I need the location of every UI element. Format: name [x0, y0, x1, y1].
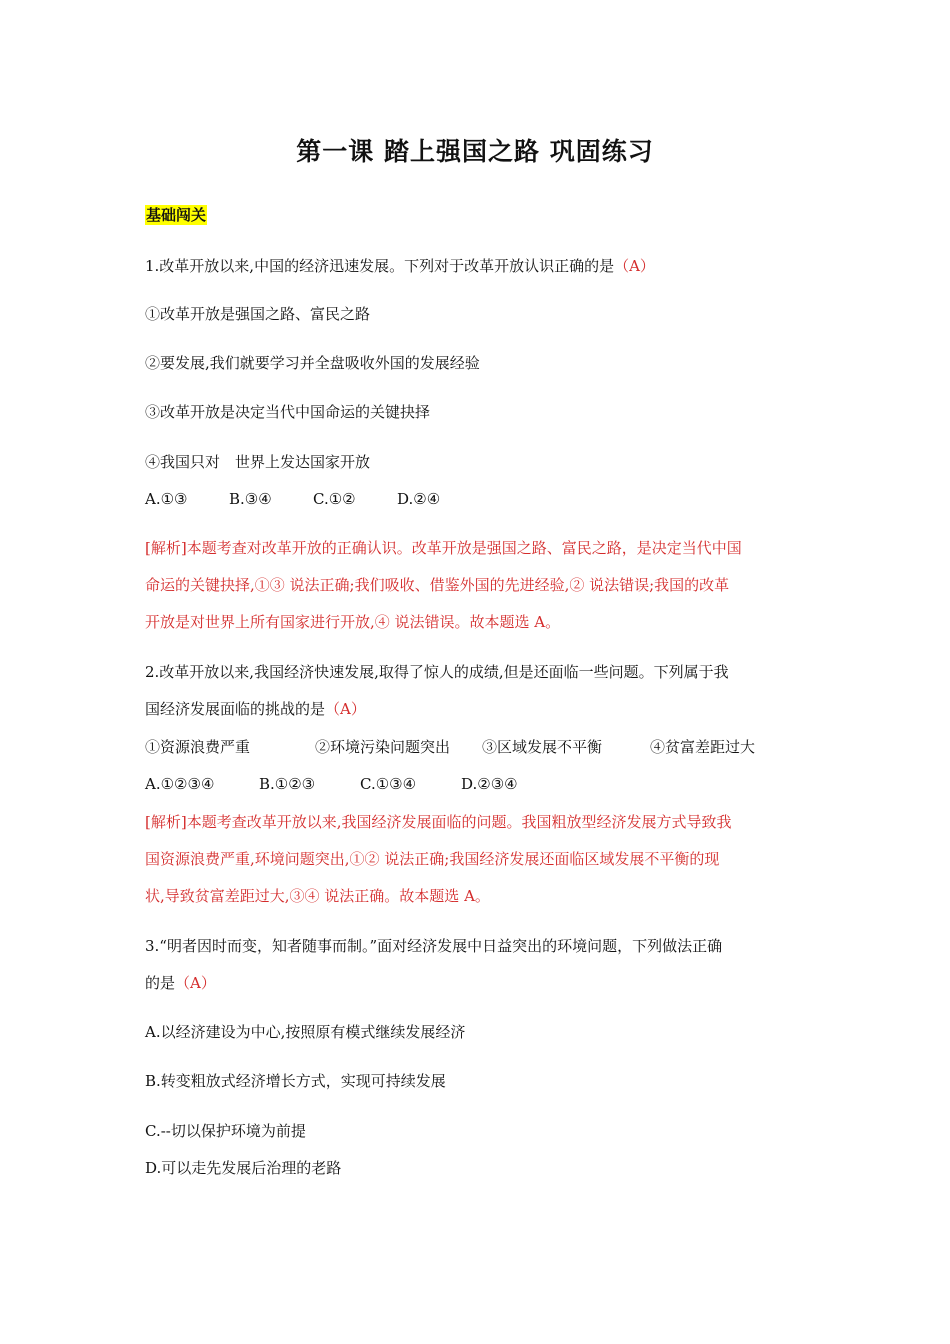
- question-3-stem-line-2: [145, 972, 216, 994]
- question-1-analysis-line-3: 开放是对世界上所有国家进行开放,④ 说法错误。故本题选 A。: [145, 613, 561, 631]
- option-a: A.①②③④: [145, 775, 215, 793]
- option-b: B.③④: [229, 490, 272, 508]
- question-2-item-1: ①资源浪费严重: [145, 738, 251, 756]
- question-3-option-c: C.--切以保护环境为前提: [145, 1122, 306, 1140]
- section-label: 基础闯关: [146, 206, 207, 224]
- answer-mark: （A）: [325, 700, 366, 718]
- option-a: A.①③: [145, 490, 188, 508]
- option-d: D.②③④: [461, 775, 518, 793]
- question-3-option-d: D.可以走先发展后治理的老路: [145, 1159, 342, 1177]
- question-text: 国经济发展面临的挑战的是: [145, 700, 326, 718]
- question-3-option-b: B.转变粗放式经济增长方式，实现可持续发展: [145, 1072, 446, 1090]
- question-2-item-2: ②环境污染问题突出: [315, 738, 451, 756]
- answer-mark: （A）: [614, 257, 655, 275]
- page-title: 第一课 踏上强国之路 巩固练习: [296, 137, 654, 166]
- question-1-stem: [145, 255, 655, 277]
- question-2-item-4: ④贫富差距过大: [650, 738, 756, 756]
- question-2-analysis-line-3: 状,导致贫富差距过大,③④ 说法正确。故本题选 A。: [145, 887, 490, 905]
- question-1-analysis-line-2: 命运的关键抉择,①③ 说法正确;我们吸收、借鉴外国的先进经验,② 说法错误;我国的改革: [145, 576, 730, 594]
- question-1-analysis-line-1: [解析]本题考查对改革开放的正确认识。改革开放是强国之路、富民之路，是决定当代中国: [145, 539, 742, 557]
- option-c: C.①③④: [360, 775, 417, 793]
- option-c: C.①②: [313, 490, 356, 508]
- question-2-stem-line-1: 2.改革开放以来,我国经济快速发展,取得了惊人的成绩,但是还面临一些问题。下列属于我: [145, 663, 729, 681]
- question-3-stem-line-1: 3.“明者因时而变，知者随事而制。”面对经济发展中日益突出的环境问题，下列做法正确: [145, 937, 723, 955]
- option-d: D.②④: [397, 490, 441, 508]
- question-2-analysis-line-2: 国资源浪费严重,环境问题突出,①② 说法正确;我国经济发展还面临区域发展不平衡的现: [145, 850, 720, 868]
- question-2-analysis-line-1: [解析]本题考查改革开放以来,我国经济发展面临的问题。我国粗放型经济发展方式导致我: [145, 813, 732, 831]
- question-3-option-a: A.以经济建设为中心,按照原有模式继续发展经济: [145, 1023, 466, 1041]
- question-2-stem-line-2: [145, 698, 366, 720]
- question-2-item-3: ③区域发展不平衡: [482, 738, 603, 756]
- question-2-options: [145, 773, 518, 795]
- question-1-item-4: ④我国只对 世界上发达国家开放: [145, 453, 371, 471]
- option-b: B.①②③: [259, 775, 316, 793]
- question-1-item-2: ②要发展,我们就要学习并全盘吸收外国的发展经验: [145, 354, 480, 372]
- question-1-item-1: ①改革开放是强国之路、富民之路: [145, 305, 371, 323]
- question-1-item-3: ③改革开放是决定当代中国命运的关键抉择: [145, 403, 431, 421]
- question-text: 的是: [145, 974, 176, 992]
- question-text: 1.改革开放以来,中国的经济迅速发展。下列对于改革开放认识正确的是: [145, 257, 615, 275]
- question-2-items: [145, 736, 755, 758]
- question-1-options: [145, 488, 440, 510]
- answer-mark: （A）: [175, 974, 216, 992]
